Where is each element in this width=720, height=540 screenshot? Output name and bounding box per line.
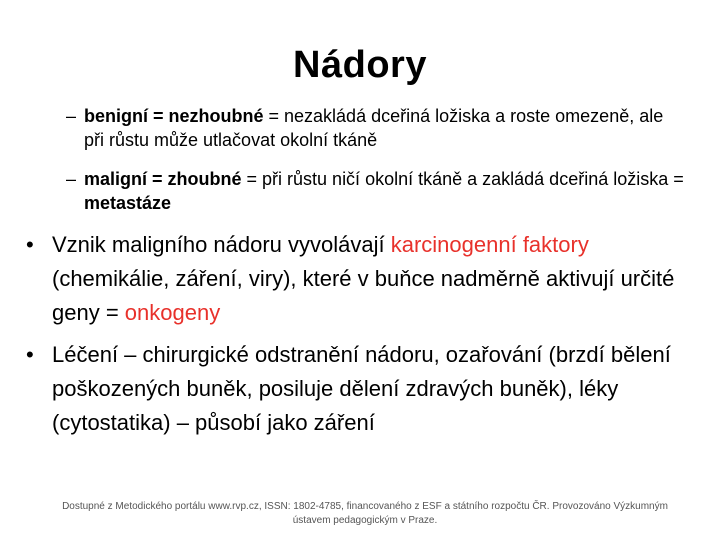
bullet-text [26, 228, 696, 330]
bullet-origin [26, 228, 696, 330]
slide-title: Nádory [293, 44, 427, 86]
origin-text-middle: (chemikálie, záření, viry), které v buňce nadměrně aktivují určité geny = [52, 266, 675, 325]
footer-citation: Dostupné z Metodického portálu www.rvp.cz, ISSN: 1802-4785, financovaného z ESF a státního rozpočtu ČR. Provozováno Výzkumným ústavem pedagogickým v Praze. [62, 501, 668, 526]
sub-item-text [66, 167, 686, 215]
benign-description: = nezakládá dceřiná ložiska a roste omezeně, ale při růstu může utlačovat okolní tkáně [84, 106, 664, 150]
bullet-marker: • [26, 342, 34, 367]
sub-item-malignant [66, 167, 686, 215]
malignant-description: = při růstu ničí okolní tkáně a zakládá dceřiná ložiska = [241, 169, 684, 189]
oncogenes-term: onkogeny [124, 300, 221, 325]
origin-text-start: Vznik maligního nádoru vyvolávají [52, 232, 391, 257]
bullet-marker: • [26, 232, 34, 257]
bullet-text: Léčení – chirurgické odstranění nádoru, ozařování (brzdí bělení poškozených buněk, posiluje dělení zdravých buněk), léky (cytostatika) – působí jako záření [52, 342, 671, 435]
metastasis-term: metastáze [84, 193, 172, 213]
sub-item-text [66, 104, 686, 152]
benign-term: benigní = nezhoubné [84, 106, 264, 126]
dash-marker: – [66, 169, 77, 189]
dash-marker: – [66, 106, 77, 126]
bullet-treatment [26, 338, 696, 440]
malignant-term: maligní = zhoubné [84, 169, 242, 189]
sub-item-benign [66, 104, 686, 152]
carcinogenic-factors-term: karcinogenní faktory [390, 232, 589, 257]
